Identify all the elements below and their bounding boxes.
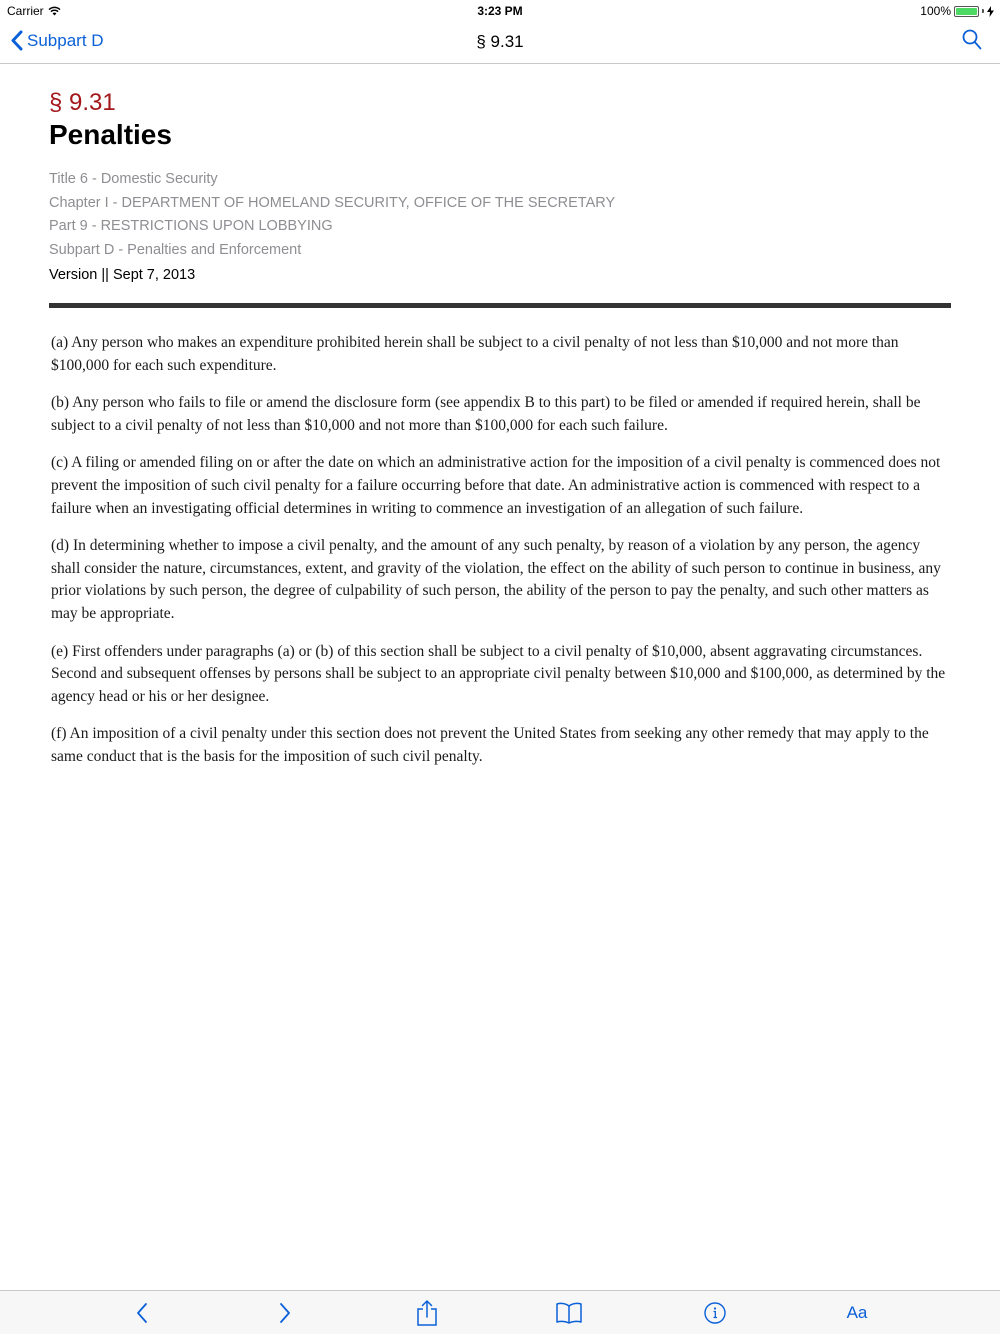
text-size-button[interactable]: Aa	[846, 1303, 868, 1322]
info-icon	[703, 1301, 727, 1325]
carrier-label: Carrier	[7, 4, 44, 18]
paragraph-d: (d) In determining whether to impose a civil penalty, and the amount of any such penalty, by reason of a violation by any person, the agency shall consider the nature, circumstances, extent, and gravity of the violation, the effect on the ability of such person to continue in business, any prior violations by such person, the degree of culpability of such person, the ability of the person to pay the penalty, and such other matters as may be appropriate.	[51, 537, 941, 622]
charging-bolt-icon	[987, 6, 994, 17]
document-content	[49, 64, 951, 784]
status-bar	[0, 0, 1000, 22]
version-label: Version || Sept 7, 2013	[49, 267, 196, 283]
paragraph-b: (b) Any person who fails to file or amend the disclosure form (see appendix B to this part) to be filed or amended if required herein, shall be subject to a civil penalty of not less than $10,000 and not more than $100,000 for each such failure.	[51, 394, 921, 434]
share-icon	[416, 1299, 438, 1327]
chevron-left-icon	[135, 1302, 149, 1324]
bookmarks-button[interactable]	[554, 1299, 584, 1327]
status-time: 3:23 PM	[477, 4, 523, 18]
battery-percent: 100%	[920, 4, 951, 18]
paragraph-f: (f) An imposition of a civil penalty under this section does not prevent the United States from seeking any other remedy that may apply to the same conduct that is the basis for the imposition of such civil penalty.	[51, 725, 929, 765]
hierarchy-part: Part 9 - RESTRICTIONS UPON LOBBYING	[49, 218, 333, 234]
hierarchy-breadcrumb	[49, 168, 951, 262]
next-section-button[interactable]	[270, 1299, 300, 1327]
search-icon	[962, 29, 982, 51]
battery-indicator	[920, 4, 994, 18]
section-number: § 9.31	[49, 89, 116, 116]
battery-level	[956, 8, 977, 15]
section-text	[49, 332, 951, 769]
battery-cap	[982, 9, 984, 13]
share-button[interactable]	[412, 1299, 442, 1327]
previous-section-button[interactable]	[127, 1299, 157, 1327]
back-button-label: Subpart D	[27, 30, 104, 50]
hierarchy-subpart: Subpart D - Penalties and Enforcement	[49, 241, 302, 258]
book-icon	[555, 1301, 583, 1325]
info-button[interactable]	[700, 1299, 730, 1327]
search-button[interactable]	[962, 29, 982, 56]
divider	[49, 303, 951, 308]
navigation-bar	[0, 20, 1000, 64]
paragraph-e: (e) First offenders under paragraphs (a) or (b) of this section shall be subject to a civil penalty of $10,000, absent aggravating circumstances. Second and subsequent offenses by persons shall be subject to an appropriate civil penalty between $10,000 and $100,000, as determined by the agency head or his or her designee.	[51, 642, 946, 705]
hierarchy-title: Title 6 - Domestic Security	[49, 171, 218, 187]
battery-icon	[954, 6, 979, 17]
nav-title: § 9.31	[476, 32, 524, 51]
section-title: Penalties	[49, 119, 172, 150]
chevron-right-icon	[278, 1302, 292, 1324]
paragraph-c: (c) A filing or amended filing on or after the date on which an administrative action for the imposition of a civil penalty is commenced does not prevent the imposition of such civil penalty for a failure occurring before that date. An administrative action is commenced with respect to a failure when an investigating official determines in writing to commence an investigation of an allegation of such failure.	[51, 454, 941, 517]
bottom-toolbar	[0, 1290, 1000, 1334]
paragraph-a: (a) Any person who makes an expenditure prohibited herein shall be subject to a civil penalty of not less than $10,000 and not more than $100,000 for each such expenditure.	[51, 334, 899, 374]
hierarchy-chapter: Chapter I - DEPARTMENT OF HOMELAND SECURITY, OFFICE OF THE SECRETARY	[49, 194, 616, 211]
